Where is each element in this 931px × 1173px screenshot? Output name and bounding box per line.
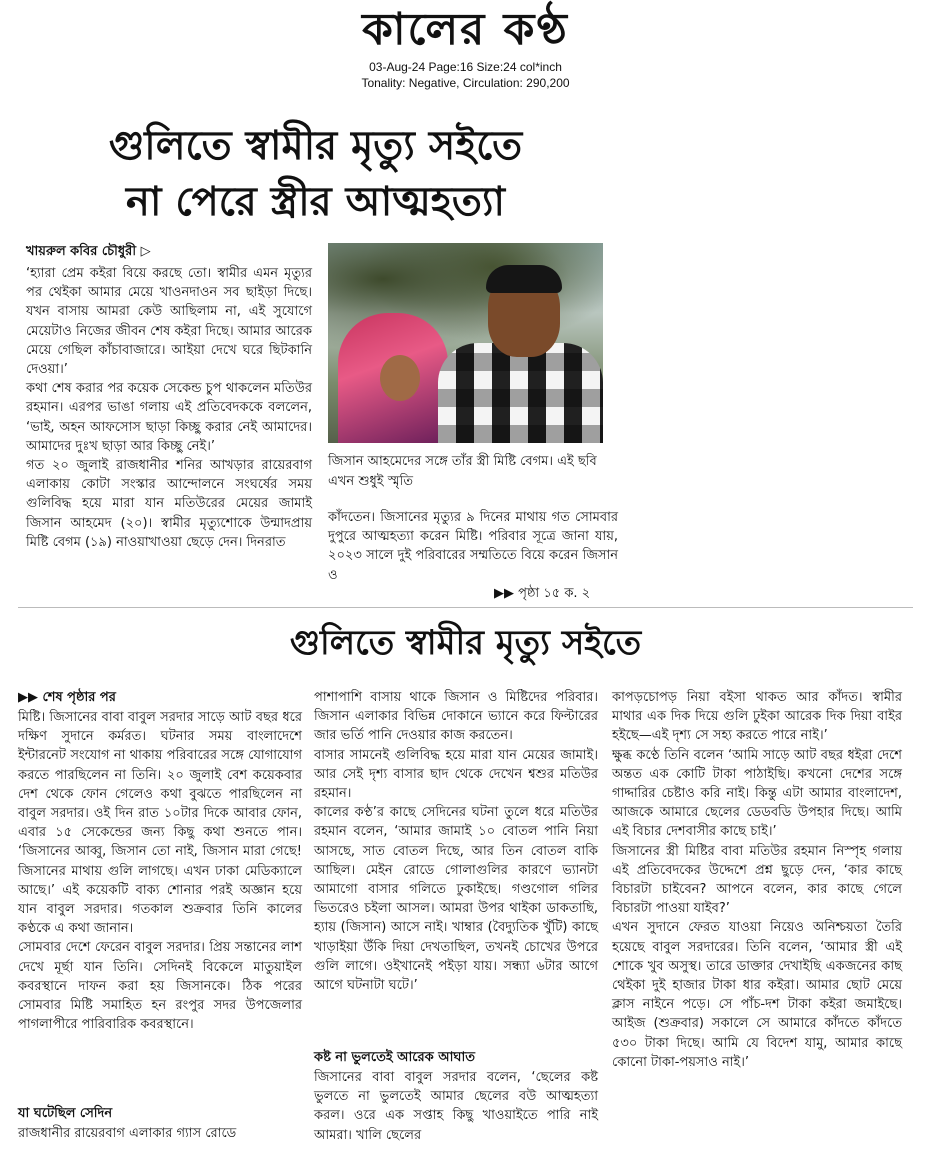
b2-paragraph-2: বাসার সামনেই গুলিবিদ্ধ হয়ে মারা যান মেয়ের জামাই। আর সেই দৃশ্য বাসার ছাদ থেকে দেখেন শ্বশুর মতিউর রহমান।: [314, 747, 598, 802]
section-divider: [18, 607, 913, 608]
b1-paragraph-1: মিষ্টি। জিসানের বাবা বাবুল সরদার সাড়ে আট বছর ধরে দক্ষিণ সুদানে কর্মরত। ঘটনার সময় বাংলাদেশে ইন্টারনেট সংযোগ না থাকায় পরিবারের সঙ্গে যোগাযোগ করতে পারছিলেন না তিনি। ২০ জুলাই বেশ কয়েকবার দেশ থেকে ফোন গেলেও কথা বুঝতে পারছিলেন না বাবুল সরদার। ওই দিন রাত ১০টার দিকে আবার ফোন, এবার ১৫ সেকেন্ডের জন্য কিছু কথা শুনতে পান। ‘জিসানের আব্বু, জিসান তো নাই, জিসান মারা গেছে! জিসানের মাথায় গুলি লাগছে। এখন ঢাকা মেডিক্যালে আছে।’ এই কয়েকটি বাক্য শোনার পরই অজ্ঞান হয়ে যান বাবুল সরদার। গতকাল শুক্রবার তিনি কালের কণ্ঠকে এ কথা জানান।: [18, 710, 302, 937]
photo-woman-face: [380, 355, 420, 401]
b2-paragraph-1: পাশাপাশি বাসায় থাকে জিসান ও মিষ্টিদের পরিবার। জিসান এলাকার বিভিন্ন দোকানে ভ্যানে করে ফিল্টারের জার ভর্তি পানি দেওয়ার কাজ করতেন।: [314, 690, 598, 744]
continuation-headline: গুলিতে স্বামীর মৃত্যু সইতে: [289, 623, 642, 663]
col1-paragraph-1: ‘হ্যারা প্রেম কইরা বিয়ে করছে তো। স্বামীর এমন মৃত্যুর পর থেইকা আমার মেয়ে খাওনদাওন সব ছাইড়া দিছে। যখন বাসায় আমরা কেউ আছিলাম না, এই সুযোগে মেয়েটাও নিজের জীবন শেষ কইরা দিছে। আমার আরেক মেয়ে গেছিল কাঁচাবাজারে। আইয়া দেখে ঘরে ছিটকানি দেওয়া।’: [26, 266, 312, 378]
photo-man-hair: [486, 265, 562, 293]
headline-line-1: গুলিতে স্বামীর মৃত্যু সইতে: [108, 123, 523, 169]
b2-tail: জিসানের বাবা বাবুল সরদার বলেন, ‘ছেলের কষ্ট ভুলতে না ভুলতেই আমার ছেলের বউ আত্মহত্যা করল। ওরে এক সপ্তাহ কিছু খাওয়াইতে পারি নাই আমরা। খালি ছেলের: [314, 1070, 598, 1143]
b3-paragraph-1: কাপড়চোপড় নিয়া বইসা থাকত আর কাঁদত। স্বামীর মাথার এক দিক দিয়ে গুলি ঢুইকা আরেক দিক দিয়া বাইর হইছে—এই দৃশ্য সে সহ্য করতে পারে নাই।’: [612, 690, 902, 744]
b3-paragraph-3: জিসানের স্ত্রী মিষ্টির বাবা মতিউর রহমান নিস্পৃহ গলায় এই প্রতিবেদকের উদ্দেশে প্রশ্ন ছুড়ে দেন, ‘কার কাছে বিচারটা চাইবেন? আপনে বলেন, কার কাছে গেলে বিচারটা পাওয়া যাইব?’: [612, 843, 902, 917]
b3-paragraph-2: ক্ষুব্ধ কণ্ঠে তিনি বলেন ‘আমি সাড়ে আট বছর ধইরা দেশে অন্তত এক কোটি টাকা পাঠাইছি। কখনো দেশের সঙ্গে গাদ্দারির চেষ্টাও করি নাই। কিন্তু এটা আমার বাংলাদেশ, আজকে আমারে ছেলের ডেডবডি উপহার দিছে। আমি এই বিচার দেশবাসীর কাছে চাই।’: [612, 747, 902, 840]
article-column-1: [26, 264, 312, 552]
continuation-column-3: [612, 688, 902, 1072]
col1-paragraph-2: কথা শেষ করার পর কয়েক সেকেন্ড চুপ থাকলেন মতিউর রহমান। এরপর ভাঙা গলায় এই প্রতিবেদককে বললেন, ‘ভাই, অহন আফসোস ছাড়া কিচ্ছু করার নেই আমাদের। আমাদের দুঃখ ছাড়া আর কিচ্ছু নেই।’: [26, 381, 312, 454]
continuation-column-1: [18, 708, 302, 1034]
b1-paragraph-2: সোমবার দেশে ফেরেন বাবুল সরদার। প্রিয় সন্তানের লাশ দেখে মূর্ছা যান তিনি। সেদিনই বিকেলে মাতুয়াইল কবরস্থানে দাফন করা হয় জিসানকে। ঠিক পরের সোমবার মিষ্টি সমাহিত হন রংপুর সদর উপজেলার পাগলাপীরে পারিবারিক কবরস্থানে।: [18, 940, 302, 1033]
b3-paragraph-4: এখন সুদানে ফেরত যাওয়া নিয়েও অনিশ্চয়তা তৈরি হয়েছে বাবুল সরদারের। তিনি বলেন, ‘আমার স্ত্রী এই শোকে খুব অসুস্থ। তারে ডাক্তার দেখাইছি একজনের কাছ থেইকা দুই হাজার টাকা ধার কইরা। আমার ছোট মেয়ে ক্লাস নাইনে পড়ে। সে পাঁচ-দশ টাকা কইরা জমাইছে। আইজ (শুক্রবার) সকালে সে আমারে কাঁদতে কাঁদতে ৫৩০ টাকা দিছে। আমি যে বিদেশ যামু, আমার কাছে কোনো টাকা-পয়সাও নাই।’: [612, 920, 902, 1070]
photo-man: [438, 343, 603, 443]
byline: খায়রুল কবির চৌধুরী ▷: [26, 244, 151, 259]
continuation-label: ▶▶ শেষ পৃষ্ঠার পর: [18, 690, 116, 705]
masthead: কালের কণ্ঠ: [362, 4, 569, 55]
photo-caption: জিসান আহমেদের সঙ্গে তাঁর স্ত্রী মিষ্টি বেগম। এই ছবি এখন শুধুই স্মৃতি: [328, 454, 597, 489]
headline-line-2: না পেরে স্ত্রীর আত্মহত্যা: [125, 179, 506, 225]
jump-reference: ▶▶ পৃষ্ঠা ১৫ ক. ২: [494, 586, 591, 601]
subheading-another-blow: কষ্ট না ভুলতেই আরেক আঘাত: [314, 1050, 475, 1065]
col1-paragraph-3: গত ২০ জুলাই রাজধানীর শনির আখড়ার রায়েরবাগ এলাকায় কোটা সংস্কার আন্দোলনে সংঘর্ষের সময় গুলিবিদ্ধ হয়ে মারা যান মতিউরের মেয়ের জামাই জিসান আহমেদ (২০)। স্বামীর মৃত্যুশোকে উন্মাদপ্রায় মিষ্টি বেগম (১৯) নাওয়াখাওয়া ছেড়ে দেন। দিনরাত: [26, 458, 312, 550]
b2-paragraph-3: কালের কণ্ঠ’র কাছে সেদিনের ঘটনা তুলে ধরে মতিউর রহমান বলেন, ‘আমার জামাই ১০ বোতল পানি নিয়া আসছে, সাত বোতল দিছে, আর তিন বোতল বাকি আছিল। মেইন রোডে গোলাগুলির কারণে ভ্যানটা আমাগো বাসার গলিতে ঢুকাইছে। গণ্ডগোল গলির ভিতরেও চইলা আসল। আমরা উপর থাইকা ডাকতাছি, হ্যায় (জিসান) আসে নাই। খাম্বার (বৈদ্যুতিক খুঁটি) কাছে খাড়াইয়া উঁকি দিয়া দেখতাছিল, তখনই চোখের উপরে গুলি লাগে। ওইখানেই পইড়া যায়। সন্ধ্যা ৬টার আগে আগে ঘটনাটা ঘটে।’: [314, 805, 598, 994]
meta-line-2: Tonality: Negative, Circulation: 290,200: [361, 76, 570, 90]
article-column-2: কাঁদতেন। জিসানের মৃত্যুর ৯ দিনের মাথায় গত সোমবার দুপুরে আত্মহত্যা করেন মিষ্টি। পরিবার সূত্রে জানা যায়, ২০২৩ সালে দুই পরিবারের সম্মতিতে বিয়ে করেন জিসান ও: [328, 510, 618, 583]
subheading-what-happened: যা ঘটেছিল সেদিন: [18, 1106, 113, 1121]
continuation-column-2: [314, 688, 598, 995]
b1-tail: রাজধানীর রায়েরবাগ এলাকার গ্যাস রোডে: [18, 1126, 237, 1141]
article-photo: [328, 243, 603, 443]
meta-line-1: 03-Aug-24 Page:16 Size:24 col*inch: [369, 60, 562, 74]
